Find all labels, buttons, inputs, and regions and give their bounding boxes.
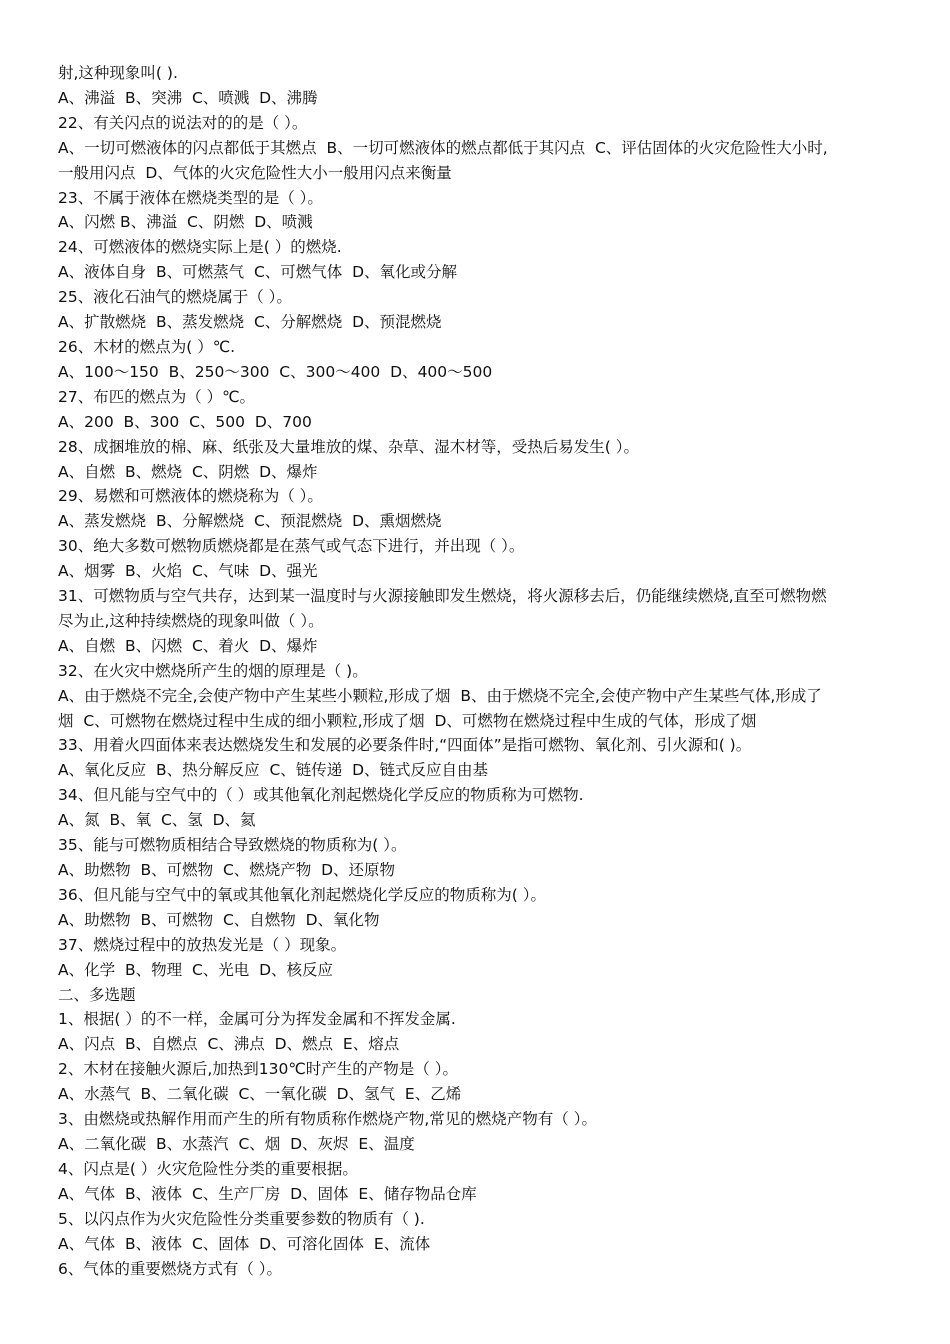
answer-options: A、气体 B、液体 C、生产厂房 D、固体 E、储存物品仓库 — [58, 1184, 477, 1203]
question-23: 23、不属于液体在燃烧类型的是（ ）。 — [58, 188, 323, 207]
answer-options: A、氧化反应 B、热分解反应 C、链传递 D、链式反应自由基 — [58, 761, 489, 780]
question-36: 36、但凡能与空气中的氧或其他氧化剂起燃烧化学反应的物质称为( ）。 — [58, 885, 546, 904]
question-33: 33、用着火四面体来表达燃烧发生和发展的必要条件时,“四面体”是指可燃物、氧化剂、引火源和( )。 — [58, 736, 752, 755]
answer-options: A、自燃 B、燃烧 C、阴燃 D、爆炸 — [58, 462, 318, 481]
question-22: 22、有关闪点的说法对的的是（ ）。 — [58, 113, 308, 132]
document-page — [58, 61, 898, 1281]
question-24: 24、可燃液体的燃烧实际上是( ）的燃烧. — [58, 238, 342, 257]
text-line: 射,这种现象叫( ). — [58, 64, 178, 82]
answer-options: A、液体自身 B、可燃蒸气 C、可燃气体 D、氧化或分解 — [58, 263, 458, 282]
answer-options: A、闪燃 B、沸溢 C、阴燃 D、喷溅 — [58, 213, 313, 232]
answer-options: A、水蒸气 B、二氧化碳 C、一氧化碳 D、氢气 E、乙烯 — [58, 1085, 462, 1104]
answer-options: A、助燃物 B、可燃物 C、自燃物 D、氧化物 — [58, 910, 380, 929]
answer-options: A、沸溢 B、突沸 C、喷溅 D、沸腾 — [58, 88, 318, 107]
answer-options: A、自燃 B、闪燃 C、着火 D、爆炸 — [58, 636, 318, 655]
answer-options: A、闪点 B、自燃点 C、沸点 D、燃点 E、熔点 — [58, 1035, 400, 1054]
question-31: 31、可燃物质与空气共存，达到某一温度时与火源接触即发生燃烧，将火源移去后，仍能继续燃烧,直至可燃物燃 — [58, 587, 827, 606]
answer-options: A、气体 B、液体 C、固体 D、可溶化固体 E、流体 — [58, 1234, 431, 1253]
question-m5: 5、以闪点作为火灾危险性分类重要参数的物质有（ ). — [58, 1209, 425, 1228]
question-26: 26、木材的燃点为( ）℃. — [58, 337, 236, 356]
answer-options: A、蒸发燃烧 B、分解燃烧 C、预混燃烧 D、熏烟燃烧 — [58, 512, 442, 531]
answer-options: A、二氧化碳 B、水蒸汽 C、烟 D、灰烬 E、温度 — [58, 1134, 415, 1153]
answer-options: A、一切可燃液体的闪点都低于其燃点 B、一切可燃液体的燃点都低于其闪点 C、评估固体的火灾危险性大小时, — [58, 138, 828, 157]
question-28: 28、成捆堆放的棉、麻、纸张及大量堆放的煤、杂草、湿木材等，受热后易发生( ）。 — [58, 437, 639, 456]
question-37: 37、燃烧过程中的放热发光是（ ）现象。 — [58, 935, 347, 954]
question-35: 35、能与可燃物质相结合导致燃烧的物质称为( ）。 — [58, 836, 407, 855]
answer-options: A、由于燃烧不完全,会使产物中产生某些小颗粒,形成了烟 B、由于燃烧不完全,会使产物中产生某些气体,形成了 — [58, 686, 822, 705]
answer-options: A、化学 B、物理 C、光电 D、核反应 — [58, 960, 334, 979]
question-m1: 1、根据( ）的不一样，金属可分为挥发金属和不挥发金属. — [58, 1010, 456, 1029]
question-m4: 4、闪点是( ）火灾危险性分类的重要根据。 — [58, 1159, 358, 1178]
answer-options: A、100～150 B、250～300 C、300～400 D、400～500 — [58, 362, 493, 381]
answer-options: A、烟雾 B、火焰 C、气味 D、强光 — [58, 562, 318, 581]
answer-options: A、扩散燃烧 B、蒸发燃烧 C、分解燃烧 D、预混燃烧 — [58, 313, 442, 332]
answer-options: A、200 B、300 C、500 D、700 — [58, 412, 312, 431]
section-heading: 二、多选题 — [58, 985, 136, 1004]
question-31-cont: 尽为止,这种持续燃烧的现象叫做（ ）。 — [58, 611, 324, 630]
question-m2: 2、木材在接触火源后,加热到130℃时产生的产物是（ ）。 — [58, 1060, 458, 1079]
question-27: 27、布匹的燃点为（ ）℃。 — [58, 387, 256, 406]
answer-options: A、助燃物 B、可燃物 C、燃烧产物 D、还原物 — [58, 861, 396, 879]
answer-options: A、氮 B、氧 C、氢 D、氦 — [58, 811, 256, 830]
question-32: 32、在火灾中燃烧所产生的烟的原理是（ )。 — [58, 661, 368, 680]
question-25: 25、液化石油气的燃烧属于（ ）。 — [58, 288, 292, 307]
question-34: 34、但凡能与空气中的（ ）或其他氧化剂起燃烧化学反应的物质称为可燃物. — [58, 786, 584, 805]
question-m3: 3、由燃烧或热解作用而产生的所有物质称作燃烧产物,常见的燃烧产物有（ ）。 — [58, 1110, 597, 1129]
question-29: 29、易燃和可燃液体的燃烧称为（ ）。 — [58, 487, 323, 506]
answer-options: 一般用闪点 D、气体的火灾危险性大小一般用闪点来衡量 — [58, 163, 452, 182]
question-30: 30、绝大多数可燃物质燃烧都是在蒸气或气态下进行，并出现（ ）。 — [58, 537, 525, 556]
question-m6: 6、气体的重要燃烧方式有（ ）。 — [58, 1259, 283, 1278]
answer-options: 烟 C、可燃物在燃烧过程中生成的细小颗粒,形成了烟 D、可燃物在燃烧过程中生成的气体，形成了烟 — [58, 711, 757, 730]
